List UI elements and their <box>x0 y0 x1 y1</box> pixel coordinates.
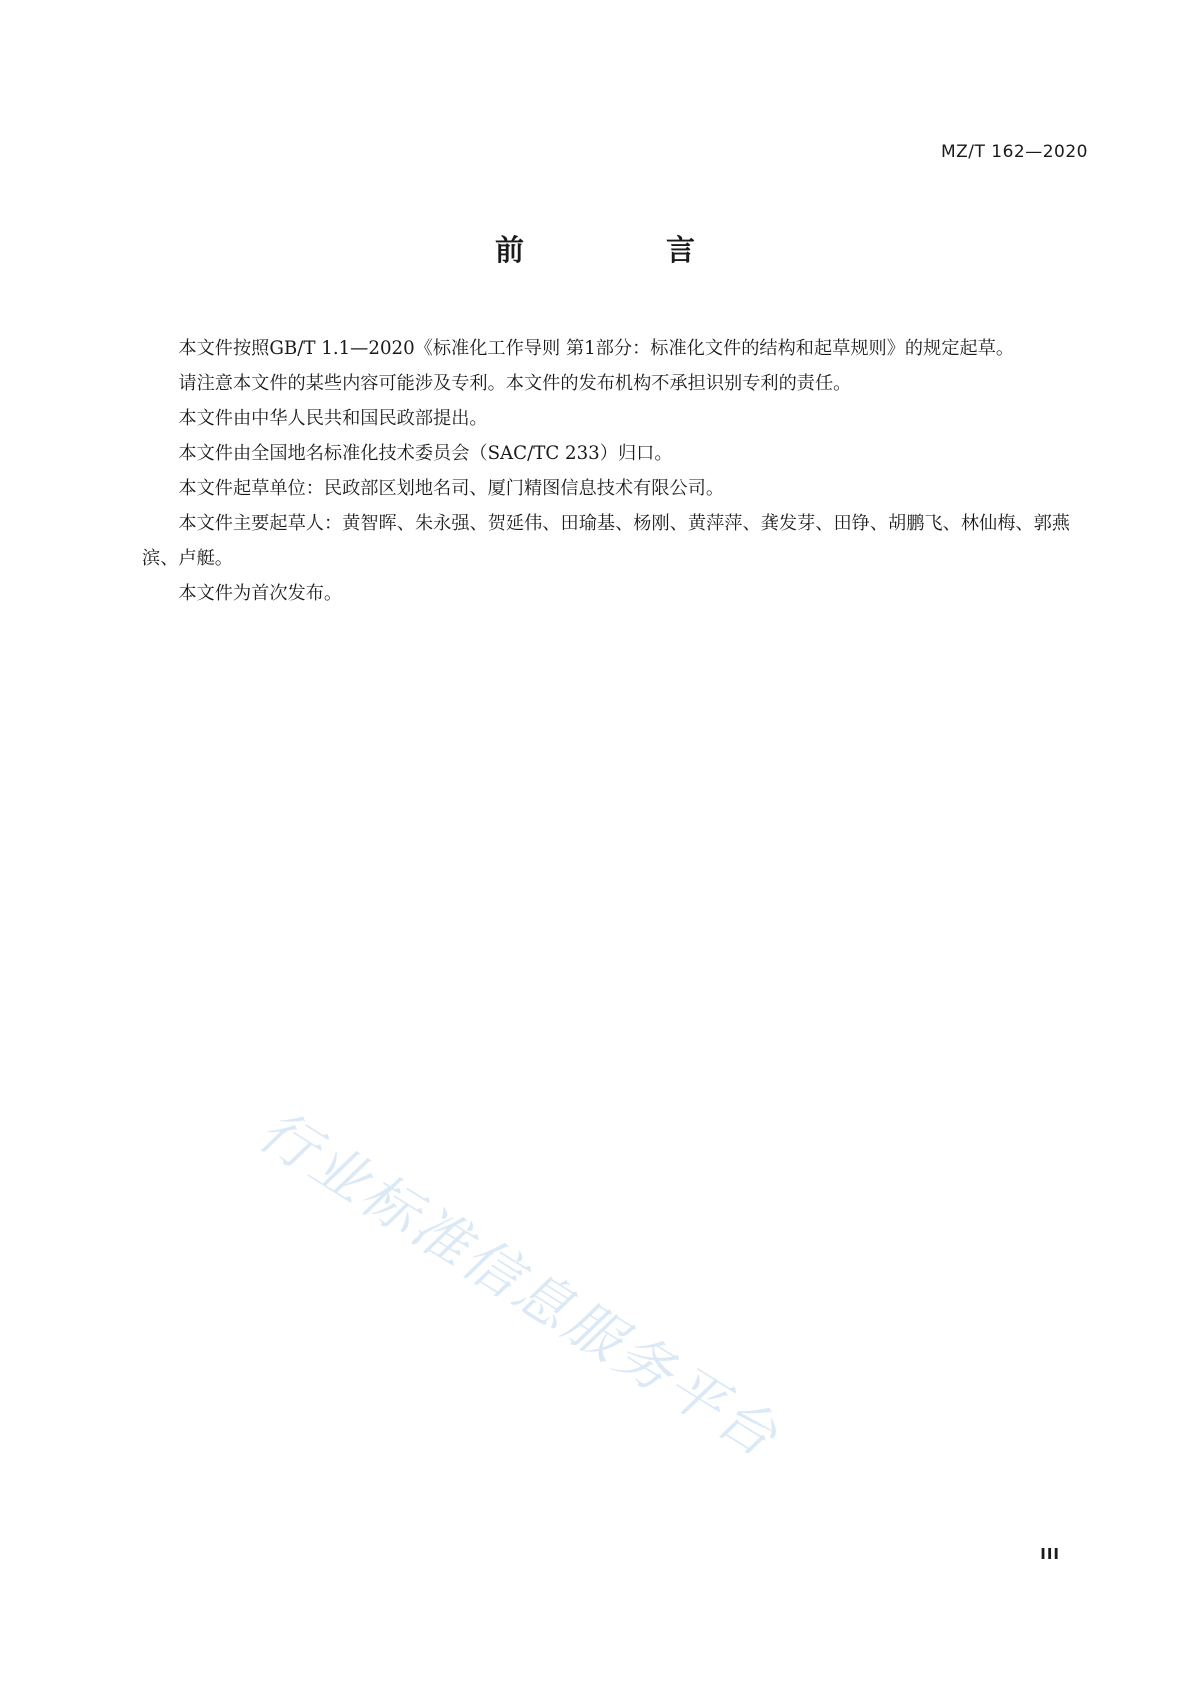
watermark: 行业标准信息服务平台 <box>247 1098 791 1472</box>
preface-body <box>142 331 1070 611</box>
paragraph-patent-notice: 请注意本文件的某些内容可能涉及专利。本文件的发布机构不承担识别专利的责任。 <box>178 373 852 394</box>
paragraph-committee: 本文件由全国地名标准化技术委员会（SAC/TC 233）归口。 <box>178 443 673 464</box>
paragraph-drafting-rules: 本文件按照GB/T 1.1—2020《标准化工作导则 第1部分：标准化文件的结构和起草规则》的规定起草。 <box>178 338 1015 359</box>
paragraph-proposer: 本文件由中华人民共和国民政部提出。 <box>178 408 488 429</box>
page-title: 前 言 <box>494 233 762 267</box>
paragraph-drafters: 本文件主要起草人：黄智晖、朱永强、贺延伟、田瑜基、杨刚、黄萍萍、龚发芽、田铮、胡鹏飞、林仙梅、郭燕滨、卢艇。 <box>142 513 1070 569</box>
paragraph-drafting-units: 本文件起草单位：民政部区划地名司、厦门精图信息技术有限公司。 <box>178 478 725 499</box>
standard-code: MZ/T 162—2020 <box>940 142 1088 162</box>
paragraph-first-release: 本文件为首次发布。 <box>178 583 343 604</box>
page-number: III <box>1040 1545 1060 1563</box>
